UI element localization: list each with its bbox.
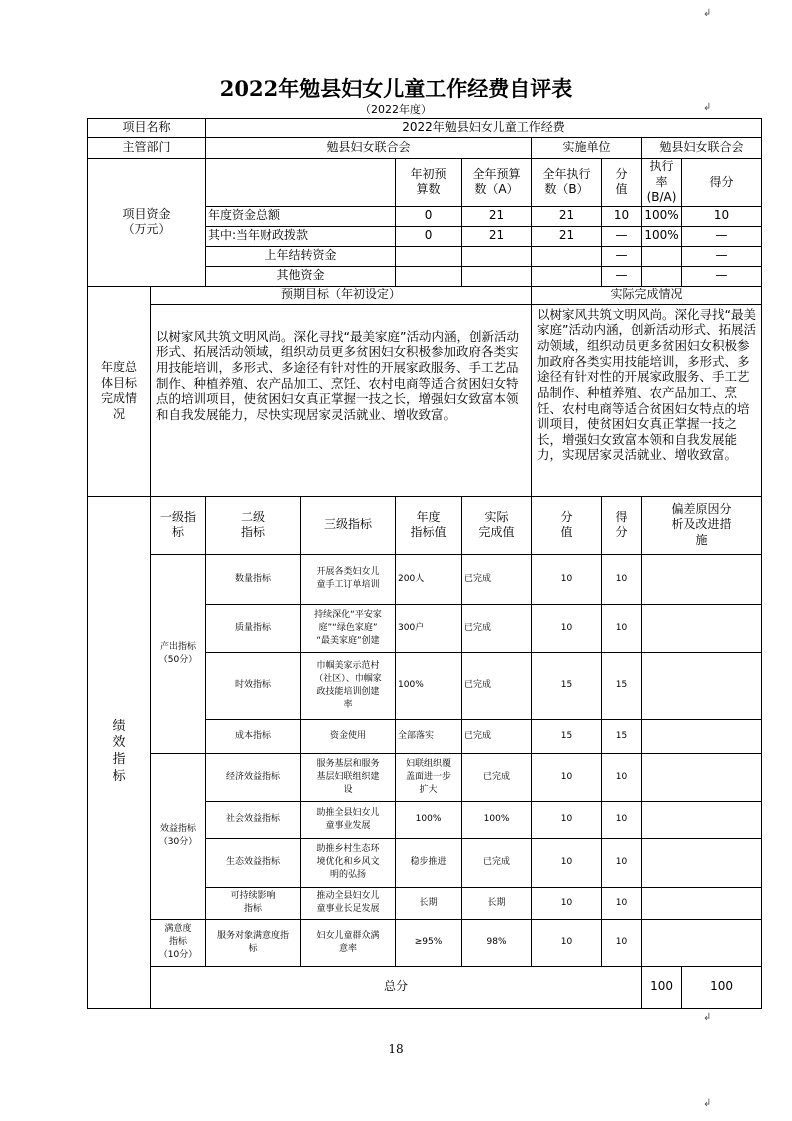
impl-label: 实施单位 [532, 138, 642, 159]
perf-row-target: 稳步推进 [396, 838, 462, 887]
goals-actual-text: 以树家风共筑文明风尚。深化寻找“最美家庭”活动内涵，创新活动形式、拓展活动领域，组织动员更多贫困妇女积极参加政府各类实用技能培训，多形式、多途径有针对性的开展家政服务、手工艺品制作、种植养殖、农产品加工、烹饪、农村电商等适合贫困妇女特点的培训项目，使贫困妇女真正掌握一技之长，增强妇女致富本领和自我发展能力，实现居家灵活就业、增收致富。 [532, 304, 762, 496]
perf-row-l3: 推动全县妇女儿 童事业长足发展 [301, 887, 396, 919]
funds-col-initial: 年初预 算数 [396, 159, 462, 207]
perf-row-score: 10 [602, 554, 642, 604]
project-name-label: 项目名称 [88, 119, 206, 138]
perf-row-target: 300户 [396, 604, 462, 652]
perf-header-target: 年度 指标值 [396, 496, 462, 554]
funds-row-exec: 21 [532, 226, 602, 246]
funds-row-rate [642, 246, 682, 266]
perf-row-score: 10 [602, 838, 642, 887]
perf-row-l3: 开展各类妇女儿 童手工订单培训 [301, 554, 396, 604]
perf-row-deviation [642, 919, 762, 966]
goals-actual-header: 实际完成情况 [532, 286, 762, 304]
perf-row-score-value: 10 [532, 753, 602, 801]
perf-row-actual: 98% [462, 919, 532, 966]
funds-row-rate: 100% [642, 206, 682, 226]
perf-row-deviation [642, 838, 762, 887]
funds-row-label: 其中:当年财政拨款 [206, 226, 396, 246]
perf-row-score-value: 15 [532, 652, 602, 719]
perf-group-output: 产出指标 （50分） [151, 554, 206, 753]
perf-row-l2: 时效指标 [206, 652, 301, 719]
funds-row-rate [642, 266, 682, 286]
funds-row-initial: 0 [396, 226, 462, 246]
perf-row-target: 全部落实 [396, 719, 462, 753]
perf-row-score-value: 10 [532, 801, 602, 838]
perf-row-l2: 社会效益指标 [206, 801, 301, 838]
perf-row-score-value: 10 [532, 838, 602, 887]
funds-row-score: — [682, 246, 762, 266]
perf-row-target: 200人 [396, 554, 462, 604]
perf-row-actual: 已完成 [462, 604, 532, 652]
perf-row-deviation [642, 887, 762, 919]
funds-col-annual: 全年预算 数（A） [462, 159, 532, 207]
perf-row-score: 15 [602, 652, 642, 719]
perf-row-deviation [642, 753, 762, 801]
funds-row-label: 上年结转资金 [206, 246, 396, 266]
perf-row-l2: 数量指标 [206, 554, 301, 604]
perf-row-score: 10 [602, 604, 642, 652]
perf-row-score: 10 [602, 887, 642, 919]
paragraph-mark-icon: ↲ [703, 102, 712, 113]
funds-row-exec: 21 [532, 206, 602, 226]
perf-row-l2: 经济效益指标 [206, 753, 301, 801]
perf-row-actual: 已完成 [462, 753, 532, 801]
perf-header-deviation: 偏差原因分 析及改进措 施 [642, 496, 762, 554]
perf-row-deviation [642, 719, 762, 753]
perf-row-l3: 助推乡村生态环 境优化和乡风文 明的弘扬 [301, 838, 396, 887]
perf-row-actual: 已完成 [462, 554, 532, 604]
perf-row-score-value: 15 [532, 719, 602, 753]
document-title: 2022年勉县妇女儿童工作经费自评表 [219, 76, 573, 101]
funds-header-blank [206, 159, 396, 207]
dept-label: 主管部门 [88, 138, 206, 159]
total-label: 总分 [151, 966, 642, 1008]
perf-row-l2: 可持续影响 指标 [206, 887, 301, 919]
goals-expected-header: 预期目标（年初设定） [151, 286, 532, 304]
perf-row-l2: 成本指标 [206, 719, 301, 753]
funds-row-score: — [682, 226, 762, 246]
perf-row-actual: 已完成 [462, 652, 532, 719]
perf-header-score-value: 分 值 [532, 496, 602, 554]
funds-col-score: 得分 [682, 159, 762, 207]
perf-row-score-value: 10 [532, 604, 602, 652]
funds-col-rate: 执行率 (B/A) [642, 159, 682, 207]
perf-row-l3: 服务基层和服务 基层妇联组织建 设 [301, 753, 396, 801]
funds-row-label: 年度资金总额 [206, 206, 396, 226]
perf-row-deviation [642, 801, 762, 838]
funds-row-score-value: — [602, 226, 642, 246]
perf-row-score: 10 [602, 801, 642, 838]
total-score-value: 100 [642, 966, 682, 1008]
perf-row-target: 100% [396, 652, 462, 719]
impl-value: 勉县妇女联合会 [642, 138, 762, 159]
perf-row-score-value: 10 [532, 554, 602, 604]
funds-row-annual [462, 246, 532, 266]
perf-group-satisfaction: 满意度 指标 （10分） [151, 919, 206, 966]
funds-label: 项目资金 （万元） [88, 159, 206, 287]
funds-row-initial [396, 246, 462, 266]
funds-row-annual: 21 [462, 206, 532, 226]
perf-row-l2: 质量指标 [206, 604, 301, 652]
perf-row-target: 妇联组织覆 盖面进一步 扩大 [396, 753, 462, 801]
funds-row-annual [462, 266, 532, 286]
funds-row-score: 10 [682, 206, 762, 226]
evaluation-table [87, 118, 762, 1009]
perf-row-score-value: 10 [532, 887, 602, 919]
perf-row-l2: 服务对象满意度指 标 [206, 919, 301, 966]
paragraph-mark-icon: ↲ [703, 1012, 712, 1023]
perf-row-actual: 100% [462, 801, 532, 838]
perf-row-l2: 生态效益指标 [206, 838, 301, 887]
perf-row-deviation [642, 604, 762, 652]
document-year: （2022年度） [360, 103, 432, 116]
funds-row-score-value: — [602, 266, 642, 286]
funds-row-annual: 21 [462, 226, 532, 246]
page-number: 18 [388, 1042, 404, 1056]
funds-row-exec [532, 246, 602, 266]
perf-header-actual: 实际 完成值 [462, 496, 532, 554]
funds-row-score-value: 10 [602, 206, 642, 226]
goals-expected-text: 以树家风共筑文明风尚。深化寻找“最美家庭”活动内涵，创新活动形式、拓展活动领域，组织动员更多贫困妇女积极参加政府各类实用技能培训，多形式、多途径有针对性的开展家政服务、手工艺品制作、种植养殖、农产品加工、烹饪、农村电商等适合贫困妇女特点的培训项目，使贫困妇女真正掌握一技之长，增强妇女致富本领和自我发展能力，尽快实现居家灵活就业、增收致富。 [151, 304, 532, 496]
funds-row-score: — [682, 266, 762, 286]
perf-row-l3: 持续深化“平安家 庭”“绿色家庭” “最美家庭”创建 [301, 604, 396, 652]
perf-row-l3: 巾帼美家示范村 （社区）、巾帼家 政技能培训创建 率 [301, 652, 396, 719]
paragraph-mark-icon: ↲ [703, 8, 712, 19]
dept-value: 勉县妇女联合会 [206, 138, 532, 159]
perf-row-score: 15 [602, 719, 642, 753]
perf-row-score-value: 10 [532, 919, 602, 966]
perf-header-score: 得 分 [602, 496, 642, 554]
funds-row-score-value: — [602, 246, 642, 266]
perf-row-score: 10 [602, 753, 642, 801]
paragraph-mark-icon: ↲ [703, 1098, 712, 1109]
perf-header-l3: 三级指标 [301, 496, 396, 554]
perf-row-actual: 长期 [462, 887, 532, 919]
funds-col-exec: 全年执行 数（B） [532, 159, 602, 207]
funds-row-exec [532, 266, 602, 286]
funds-row-label: 其他资金 [206, 266, 396, 286]
perf-row-target: ≥95% [396, 919, 462, 966]
perf-header-l1: 一级指 标 [151, 496, 206, 554]
goals-label: 年度总 体目标 完成情 况 [88, 286, 151, 496]
perf-row-l3: 资金使用 [301, 719, 396, 753]
perf-group-benefit: 效益指标 （30分） [151, 753, 206, 919]
perf-row-deviation [642, 554, 762, 604]
perf-label: 绩 效 指 标 [88, 496, 151, 1008]
perf-row-actual: 已完成 [462, 838, 532, 887]
funds-row-initial: 0 [396, 206, 462, 226]
perf-row-l3: 妇女儿童群众满 意率 [301, 919, 396, 966]
perf-row-actual: 已完成 [462, 719, 532, 753]
funds-row-initial [396, 266, 462, 286]
perf-header-l2: 二级 指标 [206, 496, 301, 554]
funds-row-rate: 100% [642, 226, 682, 246]
perf-row-deviation [642, 652, 762, 719]
funds-col-score-value: 分 值 [602, 159, 642, 207]
perf-row-score: 10 [602, 919, 642, 966]
perf-row-target: 100% [396, 801, 462, 838]
perf-row-l3: 助推全县妇女儿 童事业发展 [301, 801, 396, 838]
project-name-value: 2022年勉县妇女儿童工作经费 [206, 119, 762, 138]
perf-row-target: 长期 [396, 887, 462, 919]
total-score: 100 [682, 966, 762, 1008]
